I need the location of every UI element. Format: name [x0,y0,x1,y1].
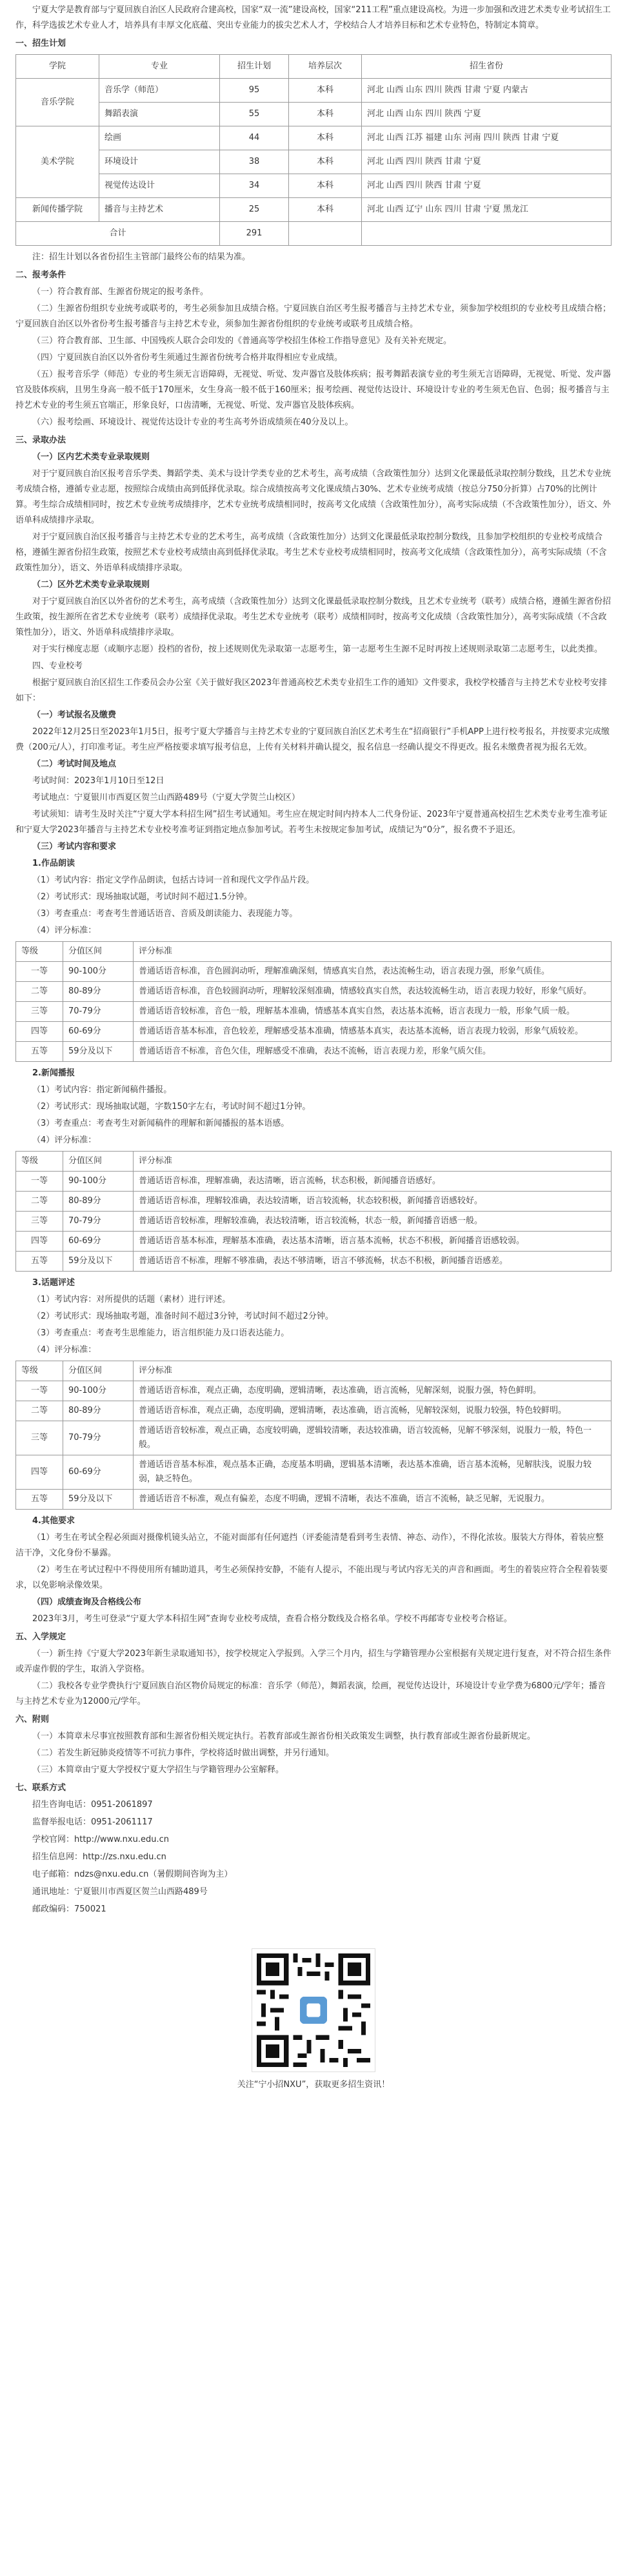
table-row [16,1232,612,1252]
section-heading-exam: 四、专业校考 [32,661,83,671]
college-cell: 新闻传播学院 [16,198,99,222]
subheading-content: （三）考试内容和要求 [32,842,117,852]
grade-range: 90-100分 [63,1172,134,1192]
provinces-cell: 河北 山西 辽宁 山东 四川 甘肃 宁夏 黑龙江 [362,198,612,222]
header-range: 分值区间 [63,942,134,962]
major-cell: 音乐学（师范） [99,79,220,103]
grade-level: 二等 [16,982,63,1002]
plan-note: 注：招生计划以各省份招生主管部门最终公布的结果为准。 [32,252,251,262]
header-criteria: 评分标准 [134,1152,612,1172]
contact-address: 通讯地址：宁夏银川市西夏区贺兰山西路489号 [32,1887,208,1897]
grade-criteria: 普通话语音标准，音色圆润动听，理解准确深刻，情感真实自然，表达流畅生动，语言表现力强，形象气质佳。 [134,962,612,982]
grade-criteria: 普通话语音基本标准，理解基本准确，表达基本清晰，语言基本流畅，状态不积极，新闻播音语感较弱。 [134,1232,612,1252]
grade-criteria: 普通话语音不标准，音色欠佳，理解感受不准确，表达不流畅，语言表现力差，形象气质欠佳。 [134,1042,612,1062]
grade-range: 90-100分 [63,962,134,982]
grade-range: 60-69分 [63,1232,134,1252]
grade-criteria: 普通话语音较标准，观点正确，态度较明确，逻辑较清晰，表达较准确，语言较流畅，见解不够深刻，说服力一般，特色一般。 [134,1421,612,1455]
header-quota: 招生计划 [220,55,289,79]
grade-range: 60-69分 [63,1022,134,1042]
contact-email[interactable]: 电子邮箱：ndzs@nxu.edu.cn（暑假期间咨询为主） [32,1870,233,1879]
admission-paragraph: 对于实行梯度志愿（或顺序志愿）投档的省份，按上述规则优先录取第一志愿考生，第一志愿考生生源不足时再按上述规则录取第二志愿考生，以此类推。 [32,644,603,654]
entry-item: （二）我校各专业学费执行宁夏回族自治区物价局规定的标准：音乐学（师范），舞蹈表演，绘画，视觉传达设计，环境设计专业学费为6800元/学年；播音与主持艺术专业为12000元/学年。 [15,1681,606,1706]
grade-range: 59分及以下 [63,1490,134,1510]
level-cell: 本科 [289,150,362,174]
enrollment-plan-table [15,54,612,246]
contact-postcode: 邮政编码：750021 [32,1904,106,1914]
exam-item: （2）考试形式：现场抽取试题，考试时间不超过1.5分钟。 [32,892,252,902]
empty-cell [289,222,362,246]
grade-range: 70-79分 [63,1421,134,1455]
grade-level: 五等 [16,1490,63,1510]
empty-cell [362,222,612,246]
grade-range: 80-89分 [63,1401,134,1421]
section-heading-plan: 一、招生计划 [15,39,66,48]
provinces-cell: 河北 山西 四川 陕西 甘肃 宁夏 [362,150,612,174]
header-level: 等级 [16,1152,63,1172]
grade-criteria: 普通话语音较标准，音色一般，理解基本准确，情感基本真实自然，表达基本流畅，语言表现力一般，形象气质一般。 [134,1002,612,1022]
exam-item: （1）考试内容：指定文学作品朗读，包括古诗词一首和现代文学作品片段。 [32,875,315,885]
quota-cell: 95 [220,79,289,103]
header-level: 等级 [16,1361,63,1381]
grade-level: 一等 [16,962,63,982]
exam-time: 考试时间：2023年1月10日至12日 [32,776,164,786]
major-cell: 视觉传达设计 [99,174,220,198]
exam-item: （3）考查重点：考查考生对新闻稿件的理解和新闻播报的基本语感。 [32,1119,290,1128]
exam-place: 考试地点：宁夏银川市西夏区贺兰山西路489号（宁夏大学贺兰山校区） [32,793,300,803]
admission-paragraph: 对于宁夏回族自治区以外省份的艺术考生，高考成绩（含政策性加分）达到文化课最低录取控制分数线，且艺术专业统考（联考）成绩合格，遵循生源省份招生政策，按生源所在省艺术专业统考（联考）成绩择优录取。考生艺术专业统考（联考）成绩相同时，按高考文化成绩（含政策性加分），高考实际成绩（不含政策性加分），语文、外语单科成绩排序录取。 [15,597,612,637]
grade-level: 一等 [16,1172,63,1192]
grade-level: 四等 [16,1455,63,1490]
grade-level: 二等 [16,1192,63,1212]
table-row [16,1172,612,1192]
news-grade-table [15,1151,612,1272]
grade-criteria: 普通话语音基本标准，音色较差，理解感受基本准确，情感基本真实，表达基本流畅，语言表现力较弱，形象气质较差。 [134,1022,612,1042]
condition-item: （六）报考绘画、环境设计、视觉传达设计专业的考生高考外语成绩须在40分及以上。 [32,417,353,427]
grade-level: 五等 [16,1042,63,1062]
table-header-row [16,942,612,962]
contact-admission-site[interactable]: 招生信息网：http://zs.nxu.edu.cn [32,1852,166,1862]
subheading-local-rules: （一）区内艺术类专业录取规则 [32,452,150,462]
grade-level: 三等 [16,1212,63,1232]
exam-notice: 考试须知：请考生及时关注“宁夏大学本科招生网”招生考试通知。考生应在规定时间内持本人二代身份证、2023年宁夏普通高校招生艺术类专业考生准考证和宁夏大学2023年播音与主持艺术专业校考准考证到指定地点参加考试。若考生未按规定参加考试，成绩记为“0分”，报名费不予退还。 [15,810,608,835]
grade-level: 一等 [16,1381,63,1401]
table-row [16,198,612,222]
grade-criteria: 普通话语音标准，观点正确，态度明确，逻辑清晰，表达准确，语言流畅，见解深刻，说服力强，特色鲜明。 [134,1381,612,1401]
level-cell: 本科 [289,126,362,150]
grade-range: 70-79分 [63,1212,134,1232]
grade-range: 60-69分 [63,1455,134,1490]
quota-cell: 44 [220,126,289,150]
grade-criteria: 普通话语音标准，理解准确，表达清晰，语言流畅，状态积极，新闻播音语感好。 [134,1172,612,1192]
table-row [16,1002,612,1022]
header-criteria: 评分标准 [134,942,612,962]
subheading-results: （四）成绩查询及合格线公布 [32,1597,142,1607]
grade-level: 三等 [16,1002,63,1022]
exam-commentary-title: 3.话题评述 [32,1278,75,1288]
level-cell: 本科 [289,198,362,222]
wechat-qr-code [252,1948,375,2072]
exam-item: （4）评分标准： [32,1345,97,1355]
grade-level: 二等 [16,1401,63,1421]
total-value: 291 [220,222,289,246]
college-cell: 美术学院 [16,126,99,198]
quota-cell: 34 [220,174,289,198]
provinces-cell: 河北 山西 山东 四川 陕西 甘肃 宁夏 内蒙古 [362,79,612,103]
subheading-time-place: （二）考试时间及地点 [32,759,117,769]
grade-criteria: 普通话语音不标准，理解不够准确，表达不够清晰，语言不够流畅，状态不积极，新闻播音语感差。 [134,1252,612,1272]
grade-level: 三等 [16,1421,63,1455]
grade-level: 四等 [16,1022,63,1042]
table-row [16,1192,612,1212]
major-cell: 播音与主持艺术 [99,198,220,222]
section-heading-conditions: 二、报考条件 [15,270,66,280]
table-row [16,1022,612,1042]
header-level: 等级 [16,942,63,962]
table-row [16,1212,612,1232]
condition-item: （四）宁夏回族自治区以外省份考生须通过生源省份统考合格并取得相应专业成绩。 [32,353,343,363]
exam-news-title: 2.新闻播报 [32,1068,75,1078]
level-cell: 本科 [289,103,362,126]
admission-paragraph: 对于宁夏回族自治区报考音乐学类、舞蹈学类、美术与设计学类专业的艺术考生，高考成绩（含政策性加分）达到文化课最低录取控制分数线，且艺术专业统考成绩合格，遵循专业志愿，按照综合成绩由高到低择优录取。综合成绩按高考文化课成绩占30%、艺术专业统考成绩（按总分750分折算）占70%的比例计算。考生综合成绩相同时，按艺术专业统考成绩排序，艺术专业统考成绩相同时，按高考文化成绩（含政策性加分），高考实际成绩（不含政策性加分），语文、外语单科成绩排序录取。 [15,469,612,525]
grade-criteria: 普通话语音基本标准，观点基本正确，态度基本明确，逻辑基本清晰，表达基本准确，语言基本流畅，见解肤浅，说服力较弱，缺乏特色。 [134,1455,612,1490]
section-heading-appendix: 六、附则 [15,1715,50,1724]
grade-range: 70-79分 [63,1002,134,1022]
exam-item: （1）考试内容：对所提供的话题（素材）进行评述。 [32,1295,231,1304]
header-level: 培养层次 [289,55,362,79]
header-major: 专业 [99,55,220,79]
grade-criteria: 普通话语音标准，观点正确，态度明确，逻辑清晰，表达准确，语言流畅，见解较深刻，说服力较强，特色较鲜明。 [134,1401,612,1421]
table-row [16,1421,612,1455]
table-row [16,150,612,174]
grade-range: 80-89分 [63,982,134,1002]
commentary-grade-table [15,1361,612,1510]
table-row [16,1381,612,1401]
grade-range: 59分及以下 [63,1252,134,1272]
exam-other-title: 4.其他要求 [32,1516,75,1526]
table-header-row [16,1152,612,1172]
exam-intro: 根据宁夏回族自治区招生工作委员会办公室《关于做好我区2023年普通高校艺术类专业招生工作的通知》文件要求，我校学校播音与主持艺术专业校考安排如下： [15,678,608,703]
exam-item: （2）考试形式：现场抽取考题，准备时间不超过3分钟，考试时间不超过2分钟。 [32,1312,333,1321]
brochure [15,0,612,2093]
level-cell: 本科 [289,174,362,198]
total-row [16,222,612,246]
grade-criteria: 普通话语音不标准，观点有偏差，态度不明确，逻辑不清晰，表达不准确，语言不流畅，缺乏见解，无说服力。 [134,1490,612,1510]
grade-range: 80-89分 [63,1192,134,1212]
condition-item: （三）符合教育部、卫生部、中国残疾人联合会印发的《普通高等学校招生体检工作指导意见》及有关补充规定。 [32,336,452,346]
table-row [16,126,612,150]
subheading-outside-rules: （二）区外艺术类专业录取规则 [32,580,150,590]
condition-item: （二）生源省份组织专业统考或联考的，考生必须参加且成绩合格。宁夏回族自治区考生报考播音与主持艺术专业，须参加学校组织的专业校考且成绩合格；宁夏回族自治区以外省份考生报考播音与主持艺术专业，须参加生源省份组织的专业统考或联考且成绩合格。 [15,304,612,329]
table-header-row [16,1361,612,1381]
contact-block [15,1797,612,1917]
results-paragraph: 2023年3月，考生可登录“宁夏大学本科招生网”查询专业校考成绩，查看合格分数线及合格名单。学校不再邮寄专业校考合格证。 [32,1614,512,1624]
provinces-cell: 河北 山西 江苏 福建 山东 河南 四川 陕西 甘肃 宁夏 [362,126,612,150]
table-header-row [16,55,612,79]
subheading-registration: （一）考试报名及缴费 [32,710,117,720]
registration-paragraph: 2022年12月25日至2023年1月5日，报考宁夏大学播音与主持艺术专业的宁夏回族自治区艺术考生在“招商银行”手机APP上进行校考报名，并按要求完成缴费（200元/人），打印准考证。考生应严格按要求填写报考信息，上传有关材料并确认提交，报名信息一经确认提交不得更改。报名未缴费者视为报名无效。 [15,727,610,752]
grade-level: 五等 [16,1252,63,1272]
table-row [16,103,612,126]
table-row [16,1455,612,1490]
exam-reading-title: 1.作品朗读 [32,859,75,868]
major-cell: 环境设计 [99,150,220,174]
appendix-item: （二）若发生新冠肺炎疫情等不可抗力事件，学校将适时做出调整，并另行通知。 [32,1748,335,1758]
quota-cell: 55 [220,103,289,126]
qr-caption: 关注“宁小招NXU”，获取更多招生资讯！ [237,2080,390,2090]
table-row [16,962,612,982]
table-row [16,982,612,1002]
grade-range: 59分及以下 [63,1042,134,1062]
grade-level: 四等 [16,1232,63,1252]
college-cell: 音乐学院 [16,79,99,126]
reading-grade-table [15,941,612,1062]
exam-item: （4）评分标准： [32,1135,97,1145]
section-heading-admission: 三、录取办法 [15,435,66,445]
contact-phone: 招生咨询电话：0951-2061897 [32,1800,153,1810]
provinces-cell: 河北 山西 山东 四川 陕西 宁夏 [362,103,612,126]
condition-item: （一）符合教育部、生源省份规定的报考条件。 [32,287,209,297]
contact-report-phone: 监督举报电话：0951-2061117 [32,1817,153,1827]
intro-paragraph: 宁夏大学是教育部与宁夏回族自治区人民政府合建高校，国家“双一流”建设高校，国家“211工程”重点建设高校。为进一步加强和改进艺术类专业考试招生工作，科学选拔艺术专业人才，培养具有丰厚文化底蕴、突出专业能力的拔尖艺术人才，学校结合人才培养目标和艺术专业特色，特制定本简章。 [15,5,611,30]
table-row [16,174,612,198]
major-cell: 舞蹈表演 [99,103,220,126]
appendix-item: （三）本简章由宁夏大学授权宁夏大学招生与学籍管理办公室解释。 [32,1765,284,1775]
exam-item: （2）考生在考试过程中不得使用所有辅助道具，考生必须保持安静，不能有人提示，不能出现与考试内容无关的声音和画面。考生的着装应符合全程着装要求，以免影响录像效果。 [15,1565,608,1590]
table-row [16,1042,612,1062]
grade-criteria: 普通话语音标准，理解较准确，表达较清晰，语言较流畅，状态较积极，新闻播音语感较好。 [134,1192,612,1212]
contact-website[interactable]: 学校官网：http://www.nxu.edu.cn [32,1835,169,1844]
header-range: 分值区间 [63,1152,134,1172]
grade-range: 90-100分 [63,1381,134,1401]
admission-paragraph: 对于宁夏回族自治区报考播音与主持艺术专业的艺术考生，高考成绩（含政策性加分）达到文化课最低录取控制分数线，且参加学校组织的专业校考成绩合格，遵循生源省份招生政策，按照艺术专业校考成绩由高到低择优录取。考生艺术专业校考成绩相同时，按高考文化成绩（含政策性加分），高考实际成绩（不含政策性加分），语文、外语单科成绩排序录取。 [15,532,607,573]
section-heading-entry: 五、入学规定 [15,1632,66,1642]
total-label: 合计 [16,222,220,246]
grade-criteria: 普通话语音较标准，理解较准确，表达较清晰，语言较流畅，状态一般，新闻播音语感一般。 [134,1212,612,1232]
exam-item: （3）考查重点：考查考生普通话语音、音质及朗读能力、表现能力等。 [32,909,298,919]
condition-item: （五）报考音乐学（师范）专业的考生须无言语障碍，无视觉、听觉、发声器官及肢体疾病；报考舞蹈表演专业的考生须无言语障碍，无视觉、听觉、发声器官及肢体疾病，且男生身高一般不低于170厘米，女生身高一般不低于160厘米；报考绘画、视觉传达设计、环境设计专业的考生须无色盲、色弱；报考播音与主持艺术专业的考生须五官端正，形象良好，口齿清晰，无视觉、听觉、发声器官及肢体疾病。 [15,370,612,410]
quota-cell: 38 [220,150,289,174]
appendix-item: （一）本简章未尽事宜按照教育部和生源省份相关规定执行。若教育部或生源省份相关政策发生调整，执行教育部或生源省份最新规定。 [32,1732,536,1741]
table-row [16,1401,612,1421]
quota-cell: 25 [220,198,289,222]
header-provinces: 招生省份 [362,55,612,79]
exam-item: （4）评分标准： [32,926,97,935]
header-range: 分值区间 [63,1361,134,1381]
section-heading-contact: 七、联系方式 [15,1783,66,1793]
provinces-cell: 河北 山西 四川 陕西 甘肃 宁夏 [362,174,612,198]
major-cell: 绘画 [99,126,220,150]
header-college: 学院 [16,55,99,79]
exam-item: （2）考试形式：现场抽取试题，字数150字左右，考试时间不超过1分钟。 [32,1102,311,1112]
table-row [16,1252,612,1272]
header-criteria: 评分标准 [134,1361,612,1381]
qr-code-icon [257,1953,370,2067]
grade-criteria: 普通话语音标准，音色较圆润动听，理解较深刻准确，情感较真实自然，表达较流畅生动，语言表现力较好，形象气质好。 [134,982,612,1002]
level-cell: 本科 [289,79,362,103]
exam-item: （1）考试内容：指定新闻稿件播报。 [32,1085,172,1095]
table-row [16,1490,612,1510]
exam-item: （3）考查重点：考查考生思维能力，语言组织能力及口语表达能力。 [32,1328,290,1338]
entry-item: （一）新生持《宁夏大学2023年新生录取通知书》，按学校规定入学报到。入学三个月内，招生与学籍管理办公室根据有关规定进行复查，对不符合招生条件或弄虚作假的学生，取消入学资格。 [15,1649,612,1674]
table-row [16,79,612,103]
exam-item: （1）考生在考试全程必须面对摄像机镜头站立，不能对面部有任何遮挡（评委能清楚看到考生表情、神态、动作），不得化浓妆。服装大方得体，着装应整洁干净，文化身份不暴露。 [15,1533,604,1558]
